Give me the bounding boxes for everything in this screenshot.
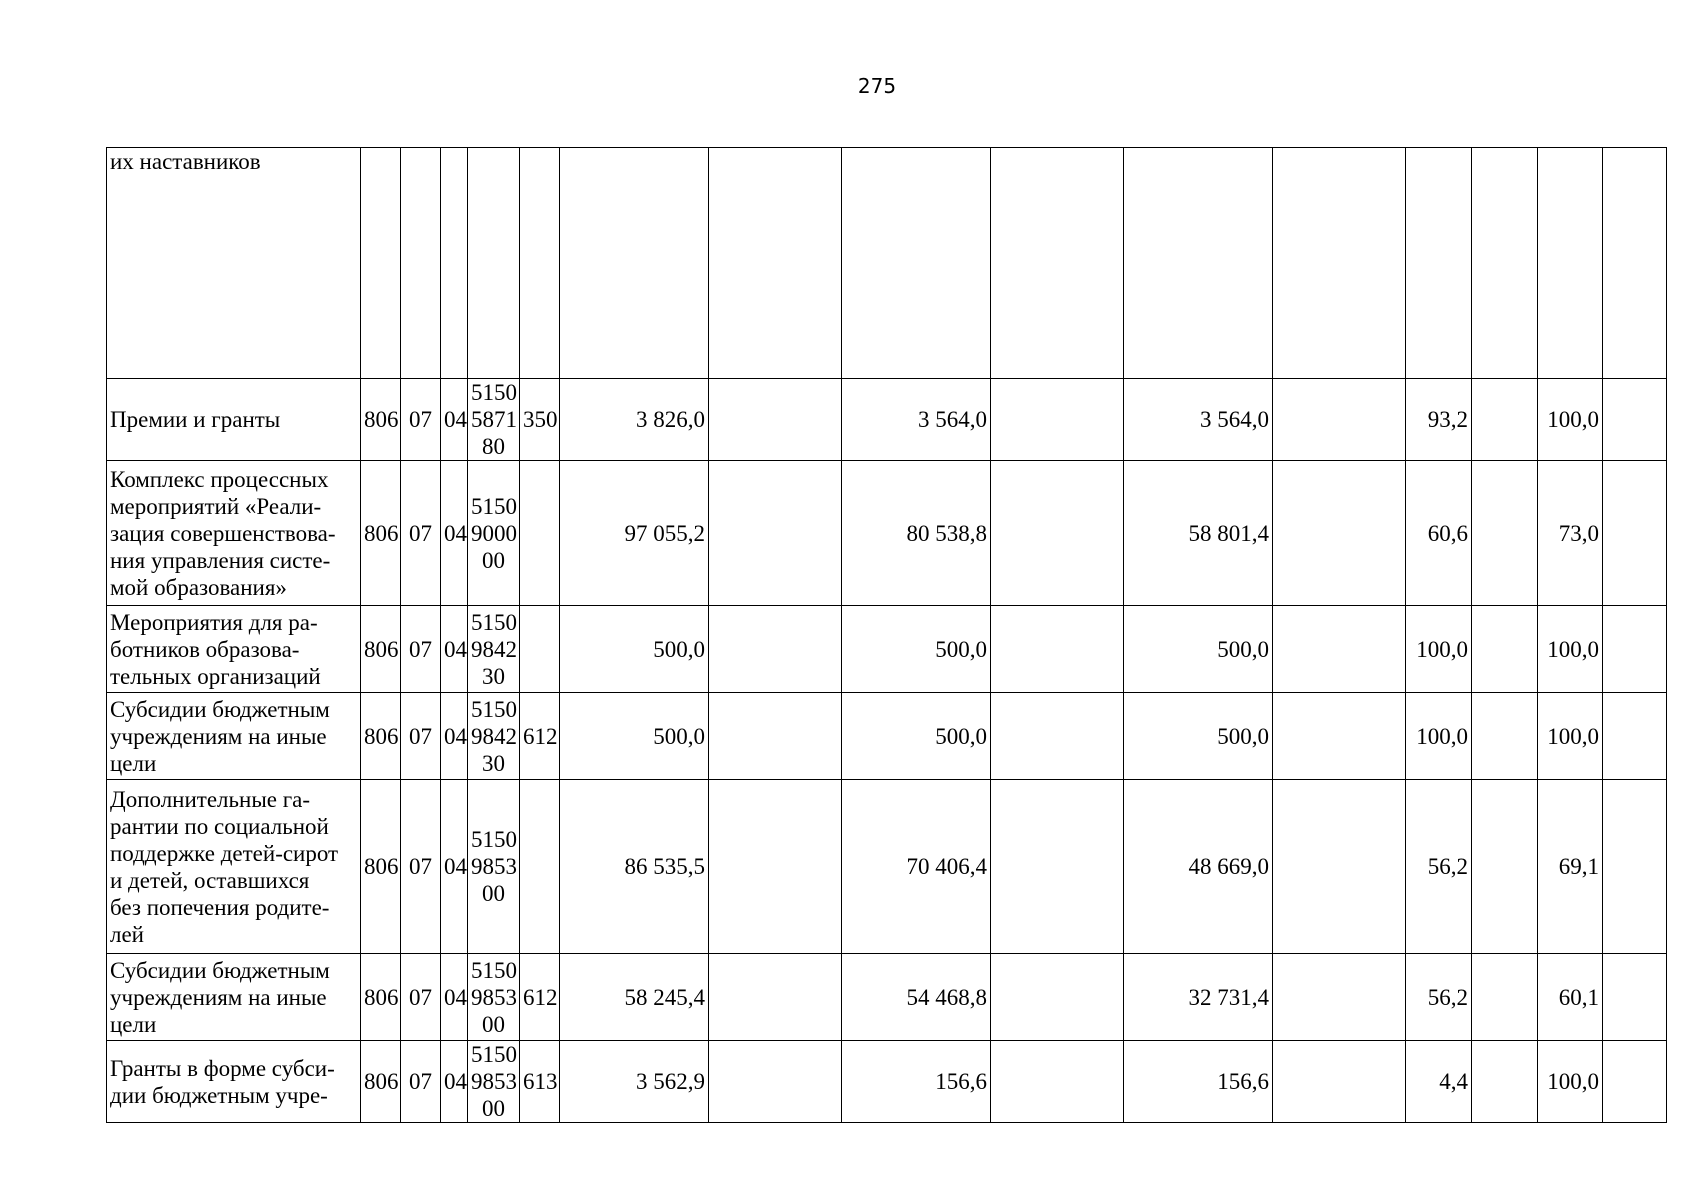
name-line: учреждениям на иные bbox=[110, 723, 327, 749]
table-row bbox=[107, 1041, 1667, 1123]
csr-line: 9853 bbox=[471, 854, 517, 879]
empty-cell bbox=[709, 606, 842, 693]
value-2: 500,0 bbox=[842, 606, 991, 693]
rz-cell bbox=[401, 148, 441, 379]
name-line: мой образования» bbox=[110, 574, 287, 600]
empty-cell bbox=[991, 954, 1124, 1041]
budget-table bbox=[106, 147, 1667, 1123]
empty-cell bbox=[1273, 1041, 1406, 1123]
csr-cell bbox=[468, 954, 520, 1041]
pr-cell bbox=[441, 148, 468, 379]
csr-line: 9842 bbox=[471, 723, 517, 749]
name-line: ния управления систе- bbox=[110, 547, 331, 573]
rz-cell: 07 bbox=[401, 1041, 441, 1123]
pr-cell: 04 bbox=[441, 780, 468, 954]
empty-cell bbox=[709, 461, 842, 606]
ved-cell: 806 bbox=[361, 461, 401, 606]
name-line: учреждениям на иные bbox=[110, 984, 327, 1010]
name-line: лей bbox=[110, 921, 144, 947]
empty-cell bbox=[709, 780, 842, 954]
empty-cell bbox=[709, 693, 842, 780]
row-name bbox=[107, 461, 361, 606]
row-name: Премии и гранты bbox=[107, 379, 361, 461]
empty-cell bbox=[1273, 954, 1406, 1041]
percent-1: 93,2 bbox=[1406, 379, 1472, 461]
csr-line: 00 bbox=[482, 881, 505, 906]
empty-cell bbox=[1472, 693, 1538, 780]
empty-cell bbox=[1273, 148, 1406, 379]
empty-cell bbox=[1603, 954, 1667, 1041]
value-3 bbox=[1124, 148, 1273, 379]
empty-cell bbox=[1472, 954, 1538, 1041]
name-line: цели bbox=[110, 750, 157, 776]
percent-1: 4,4 bbox=[1406, 1041, 1472, 1123]
ved-cell bbox=[361, 148, 401, 379]
pr-cell: 04 bbox=[441, 954, 468, 1041]
csr-line: 30 bbox=[482, 663, 505, 689]
percent-2: 69,1 bbox=[1538, 780, 1603, 954]
page-number: 275 bbox=[857, 74, 897, 98]
value-1: 500,0 bbox=[560, 606, 709, 693]
pr-cell: 04 bbox=[441, 606, 468, 693]
rz-cell: 07 bbox=[401, 606, 441, 693]
empty-cell bbox=[1273, 606, 1406, 693]
empty-cell bbox=[991, 461, 1124, 606]
value-1: 500,0 bbox=[560, 693, 709, 780]
value-1 bbox=[560, 148, 709, 379]
value-2 bbox=[842, 148, 991, 379]
csr-cell bbox=[468, 148, 520, 379]
row-name bbox=[107, 693, 361, 780]
ved-cell: 806 bbox=[361, 606, 401, 693]
name-line: Комплекс процессных bbox=[110, 466, 329, 492]
empty-cell bbox=[1273, 379, 1406, 461]
table-row bbox=[107, 780, 1667, 954]
percent-1: 56,2 bbox=[1406, 954, 1472, 1041]
pr-cell: 04 bbox=[441, 693, 468, 780]
value-2: 80 538,8 bbox=[842, 461, 991, 606]
name-line: мероприятий «Реали- bbox=[110, 493, 322, 519]
empty-cell bbox=[1472, 606, 1538, 693]
row-name bbox=[107, 1041, 361, 1123]
value-3: 500,0 bbox=[1124, 693, 1273, 780]
csr-cell bbox=[468, 1041, 520, 1123]
value-3: 156,6 bbox=[1124, 1041, 1273, 1123]
name-line: без попечения родите- bbox=[110, 894, 330, 920]
name-line: Гранты в форме субси- bbox=[110, 1055, 335, 1081]
empty-cell bbox=[991, 379, 1124, 461]
name-line: поддержке детей-сирот bbox=[110, 840, 339, 866]
value-1: 86 535,5 bbox=[560, 780, 709, 954]
vr-cell: 612 bbox=[520, 954, 560, 1041]
percent-1 bbox=[1406, 148, 1472, 379]
row-name bbox=[107, 954, 361, 1041]
csr-line: 80 bbox=[482, 434, 505, 459]
table-row bbox=[107, 461, 1667, 606]
ved-cell: 806 bbox=[361, 954, 401, 1041]
percent-1: 60,6 bbox=[1406, 461, 1472, 606]
csr-line: 9000 bbox=[471, 520, 517, 546]
table-row bbox=[107, 693, 1667, 780]
vr-cell: 613 bbox=[520, 1041, 560, 1123]
value-3: 48 669,0 bbox=[1124, 780, 1273, 954]
csr-line: 5150 bbox=[471, 696, 517, 722]
name-line: ботников образова- bbox=[110, 636, 300, 662]
empty-cell bbox=[991, 1041, 1124, 1123]
name-line: Субсидии бюджетным bbox=[110, 957, 330, 983]
name-line: Субсидии бюджетным bbox=[110, 696, 330, 722]
csr-line: 9853 bbox=[471, 1069, 517, 1094]
empty-cell bbox=[1603, 1041, 1667, 1123]
csr-line: 5150 bbox=[471, 957, 517, 983]
csr-line: 9842 bbox=[471, 636, 517, 662]
rz-cell: 07 bbox=[401, 693, 441, 780]
vr-cell bbox=[520, 461, 560, 606]
value-3: 500,0 bbox=[1124, 606, 1273, 693]
csr-line: 5871 bbox=[471, 407, 517, 432]
empty-cell bbox=[1472, 780, 1538, 954]
row-name bbox=[107, 606, 361, 693]
csr-cell bbox=[468, 780, 520, 954]
rz-cell: 07 bbox=[401, 780, 441, 954]
name-line: зация совершенствова- bbox=[110, 520, 336, 546]
csr-cell bbox=[468, 379, 520, 461]
empty-cell bbox=[1472, 148, 1538, 379]
name-line: тельных организаций bbox=[110, 663, 321, 689]
name-line: Дополнительные га- bbox=[110, 786, 311, 812]
vr-cell bbox=[520, 606, 560, 693]
empty-cell bbox=[991, 606, 1124, 693]
pr-cell: 04 bbox=[441, 379, 468, 461]
table-row bbox=[107, 379, 1667, 461]
rz-cell: 07 bbox=[401, 461, 441, 606]
name-line: дии бюджетным учре- bbox=[110, 1082, 328, 1108]
value-3: 3 564,0 bbox=[1124, 379, 1273, 461]
empty-cell bbox=[1603, 148, 1667, 379]
empty-cell bbox=[991, 693, 1124, 780]
pr-cell: 04 bbox=[441, 1041, 468, 1123]
csr-cell bbox=[468, 693, 520, 780]
name-line: рантии по социальной bbox=[110, 813, 329, 839]
value-1: 3 562,9 bbox=[560, 1041, 709, 1123]
csr-line: 00 bbox=[482, 547, 505, 573]
empty-cell bbox=[991, 780, 1124, 954]
csr-line: 5150 bbox=[471, 380, 517, 405]
csr-line: 5150 bbox=[471, 493, 517, 519]
empty-cell bbox=[1603, 780, 1667, 954]
csr-line: 30 bbox=[482, 750, 505, 776]
empty-cell bbox=[709, 954, 842, 1041]
vr-cell: 612 bbox=[520, 693, 560, 780]
table-body bbox=[107, 148, 1667, 1123]
empty-cell bbox=[1273, 693, 1406, 780]
percent-1: 56,2 bbox=[1406, 780, 1472, 954]
empty-cell bbox=[1472, 1041, 1538, 1123]
empty-cell bbox=[991, 148, 1124, 379]
percent-1: 100,0 bbox=[1406, 606, 1472, 693]
ved-cell: 806 bbox=[361, 780, 401, 954]
percent-2: 100,0 bbox=[1538, 1041, 1603, 1123]
empty-cell bbox=[709, 148, 842, 379]
value-2: 70 406,4 bbox=[842, 780, 991, 954]
table-row bbox=[107, 606, 1667, 693]
row-name: их наставников bbox=[107, 148, 361, 379]
percent-2: 100,0 bbox=[1538, 606, 1603, 693]
value-3: 32 731,4 bbox=[1124, 954, 1273, 1041]
value-2: 156,6 bbox=[842, 1041, 991, 1123]
ved-cell: 806 bbox=[361, 379, 401, 461]
csr-line: 00 bbox=[482, 1096, 505, 1121]
value-1: 3 826,0 bbox=[560, 379, 709, 461]
value-3: 58 801,4 bbox=[1124, 461, 1273, 606]
empty-cell bbox=[1273, 461, 1406, 606]
csr-cell bbox=[468, 461, 520, 606]
empty-cell bbox=[1603, 379, 1667, 461]
rz-cell: 07 bbox=[401, 954, 441, 1041]
name-line: и детей, оставшихся bbox=[110, 867, 310, 893]
csr-line: 5150 bbox=[471, 827, 517, 852]
empty-cell bbox=[1273, 780, 1406, 954]
csr-line: 5150 bbox=[471, 1042, 517, 1067]
empty-cell bbox=[1603, 606, 1667, 693]
table-row bbox=[107, 148, 1667, 379]
csr-line: 5150 bbox=[471, 609, 517, 635]
percent-2: 73,0 bbox=[1538, 461, 1603, 606]
percent-2 bbox=[1538, 148, 1603, 379]
vr-cell: 350 bbox=[520, 379, 560, 461]
name-line: Мероприятия для ра- bbox=[110, 609, 318, 635]
value-2: 500,0 bbox=[842, 693, 991, 780]
value-2: 54 468,8 bbox=[842, 954, 991, 1041]
name-line: цели bbox=[110, 1011, 157, 1037]
empty-cell bbox=[1472, 379, 1538, 461]
vr-cell bbox=[520, 148, 560, 379]
empty-cell bbox=[1472, 461, 1538, 606]
percent-2: 60,1 bbox=[1538, 954, 1603, 1041]
empty-cell bbox=[1603, 461, 1667, 606]
ved-cell: 806 bbox=[361, 1041, 401, 1123]
percent-2: 100,0 bbox=[1538, 693, 1603, 780]
table-row bbox=[107, 954, 1667, 1041]
value-2: 3 564,0 bbox=[842, 379, 991, 461]
percent-2: 100,0 bbox=[1538, 379, 1603, 461]
row-name bbox=[107, 780, 361, 954]
empty-cell bbox=[709, 1041, 842, 1123]
rz-cell: 07 bbox=[401, 379, 441, 461]
csr-cell bbox=[468, 606, 520, 693]
value-1: 58 245,4 bbox=[560, 954, 709, 1041]
empty-cell bbox=[1603, 693, 1667, 780]
percent-1: 100,0 bbox=[1406, 693, 1472, 780]
value-1: 97 055,2 bbox=[560, 461, 709, 606]
csr-line: 00 bbox=[482, 1011, 505, 1037]
empty-cell bbox=[709, 379, 842, 461]
ved-cell: 806 bbox=[361, 693, 401, 780]
csr-line: 9853 bbox=[471, 984, 517, 1010]
pr-cell: 04 bbox=[441, 461, 468, 606]
vr-cell bbox=[520, 780, 560, 954]
